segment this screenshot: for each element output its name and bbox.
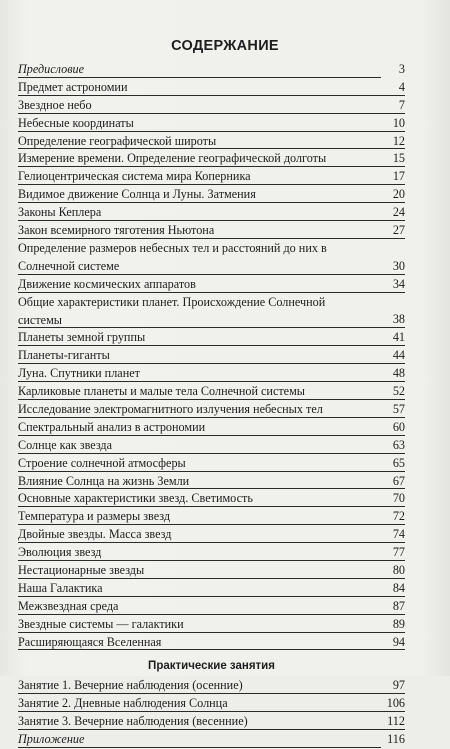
toc-underline bbox=[18, 542, 405, 543]
toc-entry-page-number: 41 bbox=[392, 330, 405, 345]
toc-entry-page-number: 27 bbox=[392, 223, 405, 237]
toc-underline bbox=[18, 345, 405, 346]
toc-entry bbox=[18, 713, 405, 731]
toc-entry-title: Определение размеров небесных тел и расстояний до них в Солнечной системе bbox=[18, 240, 327, 273]
toc-entry-page-number: 97 bbox=[392, 678, 405, 693]
toc-entry-title: Звездные системы — галактики bbox=[18, 616, 184, 631]
toc-entry-page-number: 57 bbox=[392, 401, 405, 416]
toc-entry-title: Предисловие bbox=[18, 62, 85, 76]
toc-underline bbox=[18, 506, 405, 507]
toc-underline bbox=[18, 711, 405, 712]
toc-entry-page-number: 74 bbox=[392, 527, 405, 542]
toc-entry-title: Карликовые планеты и малые тела Солнечной системы bbox=[18, 384, 305, 399]
toc-entry-page-number: 84 bbox=[392, 580, 405, 595]
toc-entry bbox=[18, 133, 405, 151]
toc-entry-page-number: 67 bbox=[392, 473, 405, 488]
toc-entry-page-number: 44 bbox=[392, 348, 405, 363]
toc-entry-page-number: 116 bbox=[387, 732, 405, 747]
toc-entry-title: Расширяющаяся Вселенная bbox=[18, 634, 162, 649]
toc-entry bbox=[18, 562, 405, 580]
toc-underline bbox=[18, 327, 405, 328]
toc-entry bbox=[18, 186, 405, 204]
section-title-practical: Практические занятия bbox=[148, 660, 275, 673]
toc-entry-page-number: 87 bbox=[392, 598, 405, 613]
toc-entry-title: Приложение bbox=[18, 732, 85, 747]
toc-entry bbox=[18, 526, 405, 544]
toc-entry-title: Спектральный анализ в астрономии bbox=[18, 419, 206, 434]
toc-entry bbox=[18, 222, 405, 240]
toc-entry-page-number: 94 bbox=[392, 634, 405, 649]
toc-entry-title: Небесные координаты bbox=[18, 115, 134, 130]
toc-entry-page-number: 15 bbox=[392, 151, 405, 166]
toc-entry bbox=[18, 695, 405, 713]
toc-entry bbox=[18, 544, 405, 562]
toc-entry-page-number: 38 bbox=[392, 312, 405, 327]
toc-entry-page-number: 34 bbox=[392, 276, 405, 291]
toc-entry bbox=[18, 455, 405, 473]
toc-underline bbox=[18, 220, 405, 221]
toc-underline bbox=[18, 292, 405, 293]
toc-entry-page-number: 24 bbox=[392, 205, 405, 220]
toc-entry-page-number: 72 bbox=[392, 509, 405, 524]
toc-underline bbox=[18, 131, 405, 132]
toc-entry bbox=[18, 204, 405, 222]
toc-entry-title: Движение космических аппаратов bbox=[18, 276, 196, 291]
page-title: СОДЕРЖАНИЕ bbox=[171, 38, 279, 54]
toc-underline bbox=[18, 488, 405, 489]
toc-main-list bbox=[18, 61, 405, 651]
toc-entry-page-number: 60 bbox=[392, 419, 405, 434]
toc-underline bbox=[18, 95, 405, 96]
toc-entry-page-number: 65 bbox=[392, 455, 405, 470]
toc-entry-page-number: 3 bbox=[398, 61, 405, 76]
toc-entry bbox=[18, 473, 405, 491]
toc-entry bbox=[18, 401, 405, 419]
toc-underline bbox=[18, 649, 405, 650]
toc-entry-title: Солнце как звезда bbox=[18, 437, 113, 452]
toc-entry bbox=[18, 329, 405, 347]
toc-entry-title: Температура и размеры звезд bbox=[18, 509, 171, 524]
toc-underline bbox=[18, 632, 405, 633]
table-of-contents bbox=[18, 61, 405, 749]
toc-underline bbox=[18, 166, 405, 167]
toc-entry bbox=[18, 97, 405, 115]
toc-underline bbox=[18, 729, 405, 730]
toc-underline bbox=[18, 578, 405, 579]
toc-underline bbox=[18, 417, 405, 418]
toc-underline bbox=[18, 747, 381, 748]
toc-entry bbox=[18, 616, 405, 634]
toc-entry-title: Влияние Солнца на жизнь Земли bbox=[18, 473, 190, 488]
toc-entry-page-number: 70 bbox=[392, 491, 405, 506]
toc-entry bbox=[18, 383, 405, 401]
toc-entry-page-number: 10 bbox=[392, 115, 405, 130]
toc-entry bbox=[18, 419, 405, 437]
toc-entry-title: Видимое движение Солнца и Луны. Затмения bbox=[18, 187, 256, 202]
toc-entry bbox=[18, 437, 405, 455]
toc-underline bbox=[18, 184, 405, 185]
toc-entry-title: Занятие 3. Вечерние наблюдения (весенние) bbox=[18, 714, 248, 729]
toc-entry-title: Нестационарные звезды bbox=[18, 562, 145, 577]
toc-entry bbox=[18, 347, 405, 365]
toc-underline bbox=[18, 453, 405, 454]
toc-entry bbox=[18, 598, 405, 616]
toc-entry-title: Планеты-гиганты bbox=[18, 348, 110, 363]
toc-entry-title: Измерение времени. Определение географической долготы bbox=[18, 151, 327, 166]
toc-underline bbox=[18, 399, 405, 400]
toc-underline bbox=[18, 471, 405, 472]
toc-entry-page-number: 7 bbox=[398, 97, 405, 112]
toc-underline bbox=[18, 524, 405, 525]
toc-underline bbox=[18, 148, 405, 149]
toc-entry bbox=[18, 294, 405, 330]
toc-underline bbox=[18, 238, 405, 239]
toc-entry-title: Наша Галактика bbox=[18, 580, 103, 595]
toc-entry bbox=[18, 677, 405, 695]
toc-entry bbox=[18, 240, 405, 276]
toc-entry-title: Луна. Спутники планет bbox=[18, 366, 140, 381]
toc-underline bbox=[18, 202, 405, 203]
toc-underline bbox=[18, 560, 405, 561]
toc-entry bbox=[18, 490, 405, 508]
toc-entry-page-number: 17 bbox=[392, 169, 405, 184]
toc-underline bbox=[18, 113, 405, 114]
toc-entry-page-number: 48 bbox=[392, 366, 405, 381]
toc-underline bbox=[18, 693, 405, 694]
toc-entry-title: Законы Кеплера bbox=[18, 205, 102, 220]
toc-entry-title: Гелиоцентрическая система мира Коперника bbox=[18, 169, 251, 184]
toc-entry-title: Предмет астрономии bbox=[18, 79, 128, 94]
toc-entry bbox=[18, 150, 405, 168]
toc-entry-title: Эволюция звезд bbox=[18, 545, 102, 560]
toc-entry-page-number: 4 bbox=[398, 79, 405, 94]
toc-entry-page-number: 89 bbox=[392, 616, 405, 631]
toc-entry-page-number: 52 bbox=[392, 384, 405, 399]
toc-entry-page-number: 80 bbox=[392, 562, 405, 577]
toc-entry-page-number: 30 bbox=[392, 258, 405, 273]
toc-underline bbox=[18, 381, 405, 382]
toc-underline bbox=[18, 363, 405, 364]
toc-entry bbox=[18, 365, 405, 383]
toc-practical-list bbox=[18, 677, 405, 731]
toc-appendix-list bbox=[18, 731, 405, 749]
toc-entry-title: Закон всемирного тяготения Ньютона bbox=[18, 223, 215, 238]
toc-entry bbox=[18, 115, 405, 133]
toc-entry bbox=[18, 276, 405, 294]
toc-entry-title: Строение солнечной атмосферы bbox=[18, 455, 186, 470]
toc-entry-title: Звездное небо bbox=[18, 97, 92, 112]
toc-entry bbox=[18, 168, 405, 186]
toc-entry bbox=[18, 634, 405, 652]
toc-underline bbox=[18, 274, 405, 275]
toc-entry bbox=[18, 79, 405, 97]
toc-entry-title: Определение географической широты bbox=[18, 133, 217, 148]
toc-entry-title: Планеты земной группы bbox=[18, 330, 146, 345]
toc-entry-title: Межзвездная среда bbox=[18, 598, 119, 613]
toc-underline bbox=[18, 614, 405, 615]
toc-entry-title: Общие характеристики планет. Происхождение Солнечной системы bbox=[18, 294, 326, 327]
toc-entry-page-number: 112 bbox=[387, 714, 405, 729]
toc-entry-title: Исследование электромагнитного излучения небесных тел bbox=[18, 401, 323, 416]
toc-underline bbox=[18, 77, 381, 78]
toc-entry-page-number: 77 bbox=[392, 545, 405, 560]
toc-entry-title: Основные характеристики звезд. Светимость bbox=[18, 491, 253, 506]
toc-entry bbox=[18, 61, 405, 79]
toc-entry-page-number: 12 bbox=[392, 133, 405, 148]
toc-entry-title: Двойные звезды. Масса звезд bbox=[18, 527, 172, 542]
toc-entry bbox=[18, 508, 405, 526]
toc-entry-title: Занятие 1. Вечерние наблюдения (осенние) bbox=[18, 678, 243, 693]
toc-underline bbox=[18, 435, 405, 436]
toc-entry bbox=[18, 580, 405, 598]
toc-underline bbox=[18, 596, 405, 597]
toc-entry-page-number: 106 bbox=[386, 696, 405, 711]
toc-entry-page-number: 63 bbox=[392, 437, 405, 452]
toc-entry-title: Занятие 2. Дневные наблюдения Солнца bbox=[18, 696, 228, 711]
toc-entry-page-number: 20 bbox=[392, 187, 405, 202]
toc-entry bbox=[18, 731, 405, 749]
